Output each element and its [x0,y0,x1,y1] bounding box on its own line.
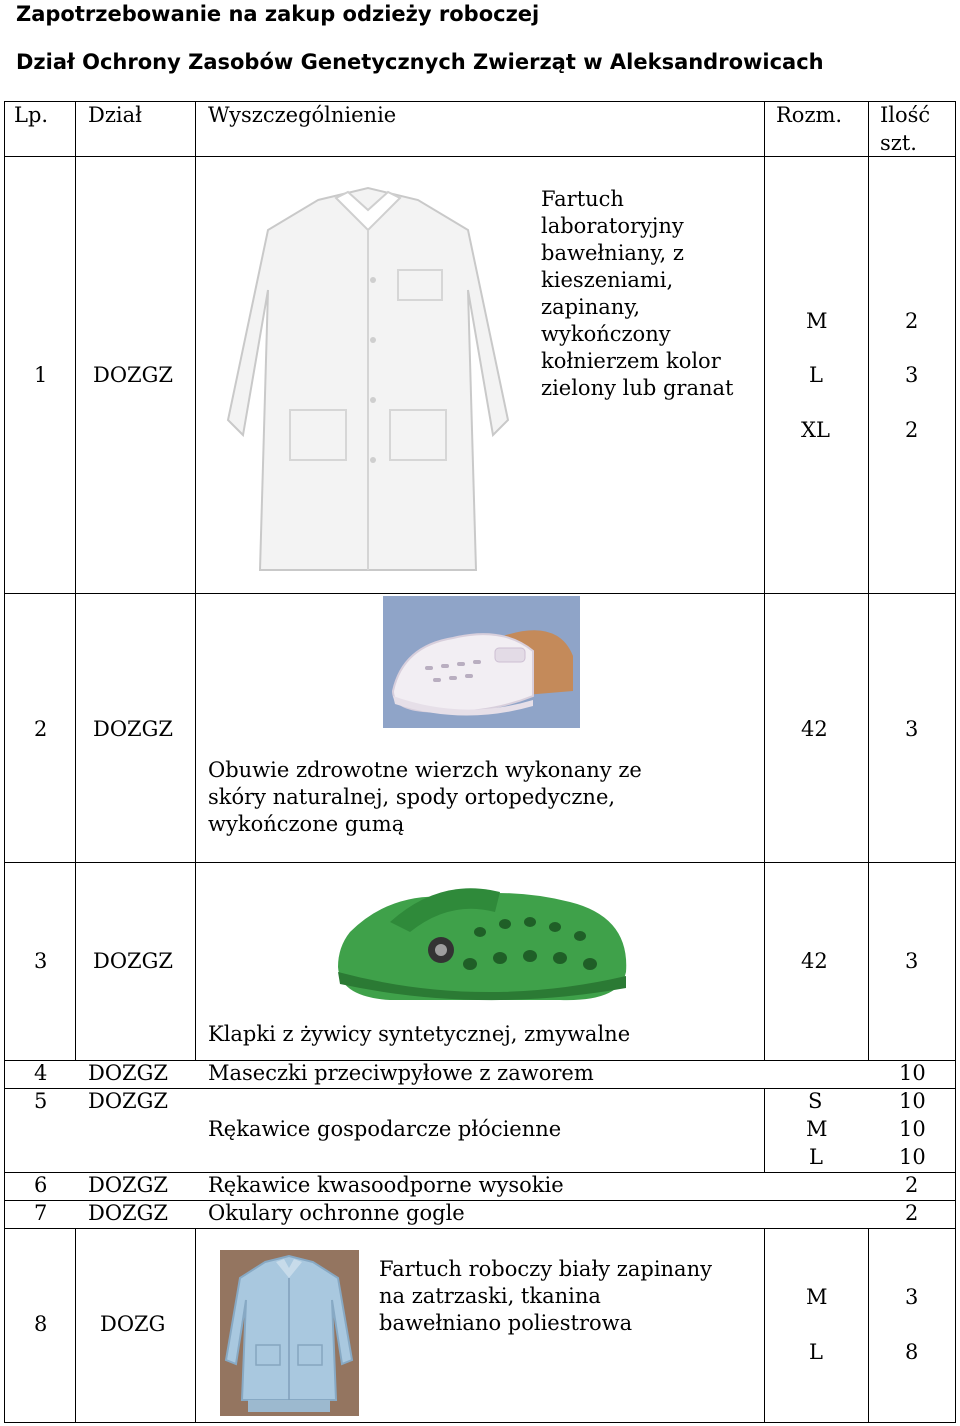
row-description-line: Obuwie zdrowotne wierzch wykonany ze [208,758,642,782]
row-qty: 8 [905,1340,919,1364]
column-header-ilosc: Ilość [880,103,931,127]
row-description-line: bawełniano poliestrowa [379,1311,633,1335]
row-dzial: DOZGZ [93,717,174,741]
row-description-line: Rękawice gospodarcze płócienne [208,1117,562,1141]
column-header-rozm: Rozm. [776,103,843,127]
row-lp: 5 [34,1089,48,1113]
row-lp: 1 [34,363,48,387]
row-dzial: DOZGZ [93,363,174,387]
row-description-line: wykończone gumą [208,812,405,836]
row-description-line: na zatrzaski, tkanina [379,1284,601,1308]
row-size: M [806,1285,828,1309]
row-description-line: Fartuch [541,187,624,211]
row-qty: 2 [905,1173,919,1197]
row-size: S [808,1089,823,1113]
row-description-line: Rękawice kwasoodporne wysokie [208,1173,564,1197]
row-dzial: DOZG [100,1312,166,1336]
medical-clog-image [383,596,580,728]
row-description-line: bawełniany, z [541,241,684,265]
row-description-line: Okulary ochronne gogle [208,1201,465,1225]
row-qty: 2 [905,418,919,442]
row-description-line: zapinany, [541,295,641,319]
row-qty: 3 [905,949,919,973]
row-description-line: Fartuch roboczy biały zapinany [379,1257,712,1281]
row-description-line: wykończony [541,322,671,346]
row-qty: 2 [905,1201,919,1225]
green-clog-image [330,872,630,1014]
row-dzial: DOZGZ [88,1089,169,1113]
row-description-line: zielony lub granat [541,376,734,400]
row-size: L [809,1145,823,1169]
row-size: 42 [801,717,828,741]
row-qty: 3 [905,363,919,387]
row-description-line: laboratoryjny [541,214,684,238]
row-lp: 8 [34,1312,48,1336]
row-lp: 4 [34,1061,48,1085]
row-size: L [809,363,823,387]
row-qty: 2 [905,309,919,333]
row-dzial: DOZGZ [93,949,174,973]
row-description-line: kieszeniami, [541,268,674,292]
department-title: Dział Ochrony Zasobów Genetycznych Zwierząt w Aleksandrowicach [16,50,824,74]
row-lp: 7 [34,1201,48,1225]
row-dzial: DOZGZ [88,1173,169,1197]
row-description-line: Maseczki przeciwpyłowe z zaworem [208,1061,594,1085]
row-qty: 3 [905,1285,919,1309]
column-header-dzial: Dział [88,103,142,127]
row-size: M [806,1117,828,1141]
column-header-szt: szt. [880,131,917,155]
row-qty: 3 [905,717,919,741]
row-dzial: DOZGZ [88,1061,169,1085]
row-size: M [806,309,828,333]
row-lp: 2 [34,717,48,741]
row-qty: 10 [899,1117,926,1141]
row-description-line: kołnierzem kolor [541,349,721,373]
row-size: 42 [801,949,828,973]
column-header-lp: Lp. [14,103,49,127]
row-qty: 10 [899,1089,926,1113]
row-description-line: skóry naturalnej, spody ortopedyczne, [208,785,616,809]
column-header-wyszczegolnienie: Wyszczególnienie [208,103,397,127]
document-title: Zapotrzebowanie na zakup odzieży roboczej [16,2,540,26]
row-lp: 6 [34,1173,48,1197]
row-qty: 10 [899,1145,926,1169]
row-description-line: Klapki z żywicy syntetycznej, zmywalne [208,1022,631,1046]
work-coat-image [220,1250,359,1416]
row-dzial: DOZGZ [88,1201,169,1225]
row-qty: 10 [899,1061,926,1085]
row-lp: 3 [34,949,48,973]
lab-coat-image [218,170,518,580]
row-size: L [809,1340,823,1364]
row-size: XL [801,418,830,442]
